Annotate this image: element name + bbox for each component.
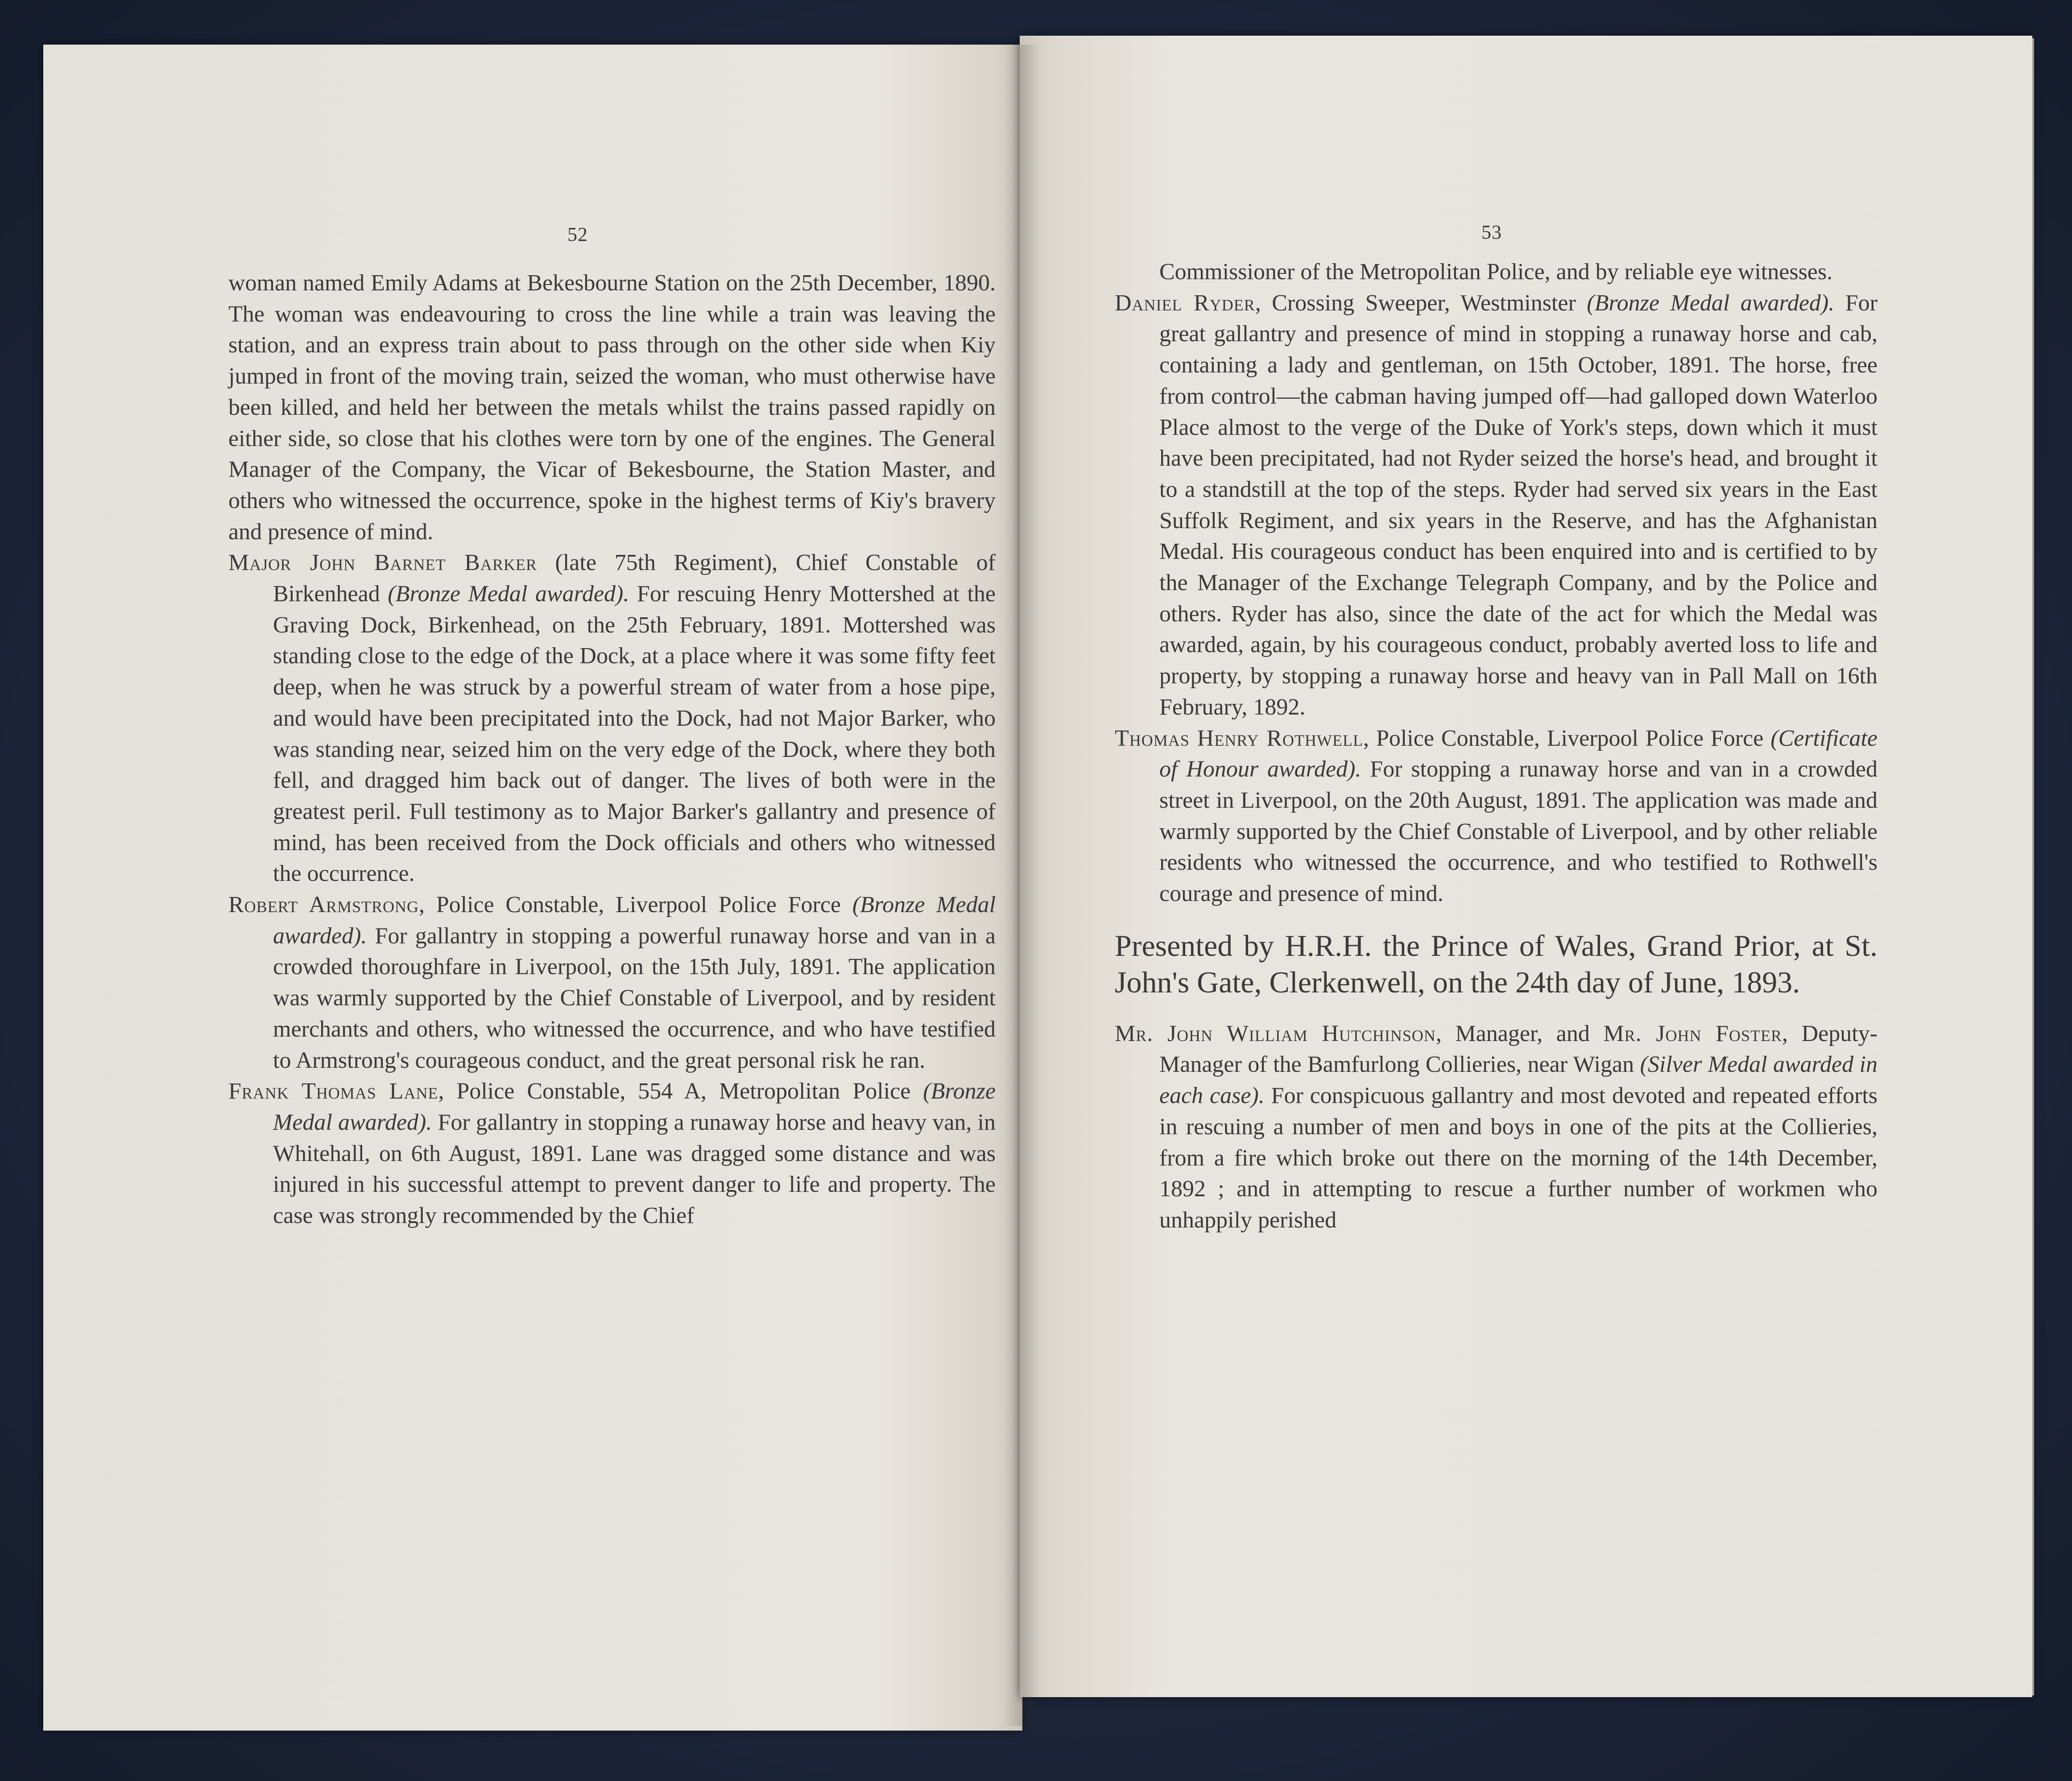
award-note: (Certificate of Honour awarded). [1159, 725, 1878, 782]
award-entry [1115, 288, 1878, 723]
award-entry [228, 547, 996, 889]
page-number: 52 [567, 223, 588, 245]
entry-text: For rescuing Henry Mottershed at the Graving Dock, Birkenhead, on the 25th February, 1891. Mottershed was standing close to the edge of the Dock, at a place where it was some fifty feet deep, when he was struck by a powerful stream of water from a hose pipe, and would have been precipitated into the Dock, had not Major Barker, who was standing near, seized him on the very edge of the Dock, where they both fell, and dragged him back out of danger. The lives of both were in the greatest peril. Full testimony as to Major Barker's gallantry and presence of mind, has been received from the Dock officials and others who witnessed the occurrence. [273, 581, 996, 887]
left-page [43, 45, 1022, 1731]
recipient-details: , Police Constable, Liverpool Police Force [1363, 725, 1771, 751]
recipient-name: Frank Thomas Lane [228, 1079, 438, 1104]
entry-text: For gallantry in stopping a runaway horse and heavy van, in Whitehall, on 6th August, 1891. Lane was dragged some distance and was injured in his successful attempt to prevent danger to life and property. The case was strongly recommended by the Chief [273, 1109, 996, 1229]
recipient-name: Thomas Henry Rothwell [1115, 725, 1363, 751]
recipient-details: , Manager, and [1435, 1021, 1604, 1046]
text-column [1115, 256, 1878, 1236]
recipient-name: Mr. John William Hutchinson [1115, 1021, 1436, 1046]
spine-shadow [1004, 45, 1039, 1726]
award-entry [1115, 1018, 1878, 1236]
recipient-name: Robert Armstrong [228, 892, 419, 918]
recipient-name-second: Mr. John Foster [1603, 1021, 1782, 1046]
recipient-details: (late 75th Regiment), Chief Constable of Birkenhead [273, 550, 996, 607]
recipient-details: , Police Constable, 554 A, Metropolitan Police [438, 1079, 923, 1104]
award-note: (Bronze Medal awarded). [273, 892, 996, 949]
continued-paragraph: woman named Emily Adams at Bekesbourne Station on the 25th December, 1890. The woman was endeavouring to cross the line while a train was leaving the station, and an express train about to pass through on the other side when Kiy jumped in front of the moving train, seized the woman, who must otherwise have been killed, and held her between the metals whilst the trains passed rapidly on either side, so close that his clothes were torn by one of the engines. The General Manager of the Company, the Vicar of Bekesbourne, the Station Master, and others who witnessed the occurrence, spoke in the highest terms of Kiy's bravery and presence of mind. [228, 270, 996, 545]
entry-text: For conspicuous gallantry and most devoted and repeated efforts in rescuing a number of men and boys in one of the pits at the Collieries, from a fire which broke out there on the morning of the 14th December, 1892 ; and in attempting to rescue a further number of workmen who unhappily perished [1159, 1083, 1878, 1233]
award-entry [228, 889, 996, 1076]
entry-text: For gallantry in stopping a powerful runaway horse and van in a crowded thoroughfare in Liverpool, on the 15th July, 1891. The application was warmly supported by the Chief Constable of Liverpool, and by resident merchants and others, who witnessed the occurrence, and who have testified to Armstrong's courageous conduct, and the great personal risk he ran. [273, 923, 996, 1073]
text-column [228, 268, 996, 1231]
recipient-name: Daniel Ryder [1115, 290, 1255, 316]
entry-text: For stopping a runaway horse and van in a crowded street in Liverpool, on the 20th August, 1891. The application was made and warmly supported by the Chief Constable of Liverpool, and by other reliable residents who witnessed the occurrence, and who testified to Rothwell's courage and presence of mind. [1159, 756, 1878, 907]
page-number: 53 [1481, 221, 1502, 243]
award-note: (Silver Medal awarded in each case). [1159, 1052, 1878, 1109]
section-heading: Presented by H.R.H. the Prince of Wales, Grand Prior, at St. John's Gate, Clerkenwell, on the 24th day of June, 1893. [1115, 928, 1878, 999]
recipient-details: , Crossing Sweeper, Westminster [1255, 290, 1587, 316]
award-entry [1115, 723, 1878, 909]
award-note: (Bronze Medal awarded). [1587, 290, 1835, 316]
award-entry [228, 1076, 996, 1231]
entry-text: For great gallantry and presence of mind in stopping a runaway horse and cab, containing a lady and gentleman, on 15th October, 1891. The horse, free from control—the cabman having jumped off—had galloped down Waterloo Place almost to the verge of the Duke of York's steps, down which it must have been precipitated, had not Ryder seized the horse's head, and brought it to a standstill at the top of the steps. Ryder had served six years in the East Suffolk Regiment, and six years in the Reserve, and has the Afghanistan Medal. His courageous conduct has been enquired into and is certified to by the Manager of the Exchange Telegraph Company, and by the Police and others. Ryder has also, since the date of the act for which the Medal was awarded, again, by his courageous conduct, probably averted loss to life and property, by stopping a runaway horse and heavy van in Pall Mall on 16th February, 1892. [1159, 290, 1878, 720]
award-note: (Bronze Medal awarded). [388, 581, 629, 607]
continued-paragraph: Commissioner of the Metropolitan Police, and by reliable eye witnesses. [1159, 259, 1833, 285]
award-note: (Bronze Medal awarded). [273, 1079, 996, 1135]
recipient-details: , Police Constable, Liverpool Police Force [418, 892, 852, 918]
recipient-details-second: , Deputy-Manager of the Bamfurlong Collieries, near Wigan [1159, 1021, 1878, 1078]
recipient-name: Major John Barnet Barker [228, 550, 537, 576]
right-page [1020, 36, 2032, 1697]
